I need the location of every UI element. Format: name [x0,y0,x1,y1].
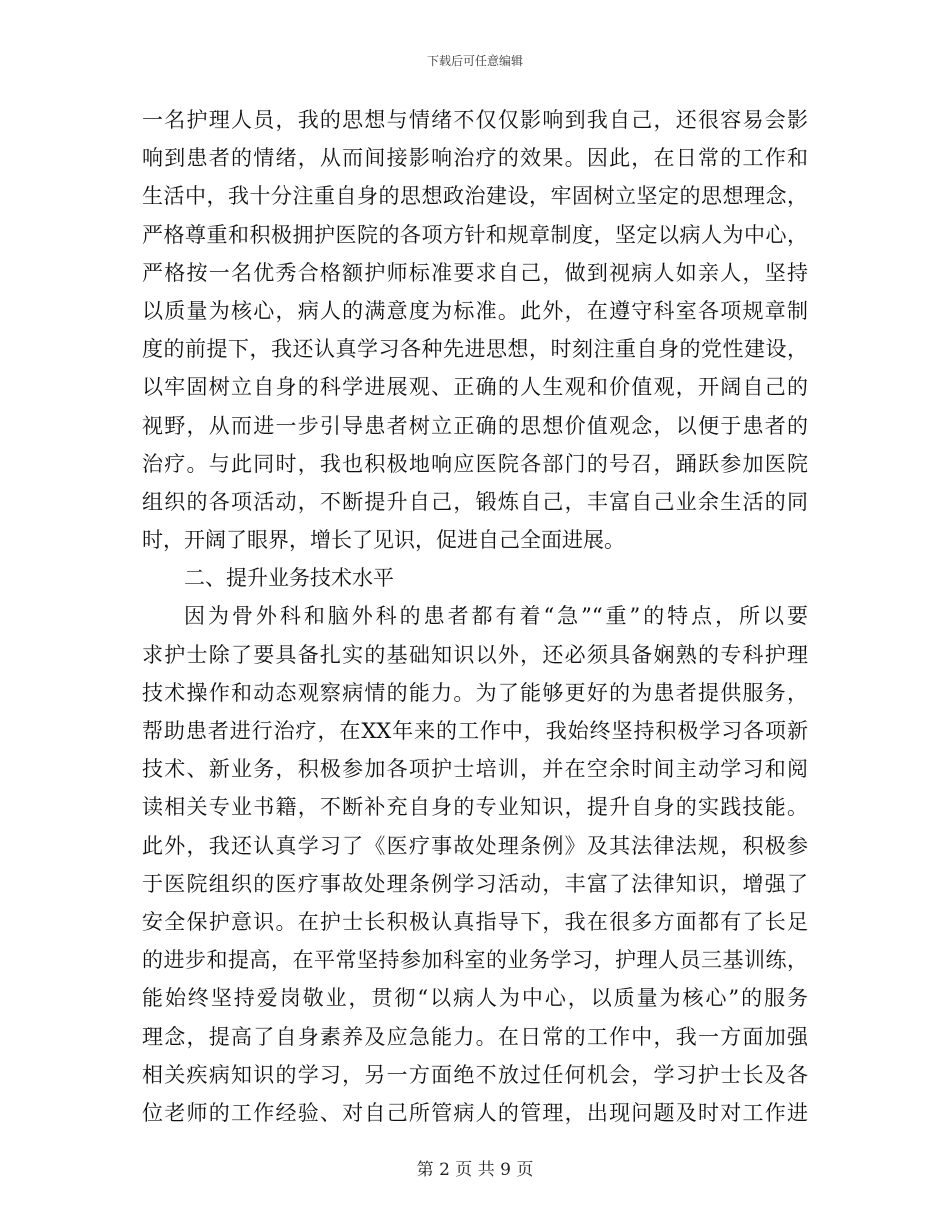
text-line: 位老师的工作经验、对自己所管病人的管理，出现问题及时对工作进 [142,1100,808,1125]
text-line: 相关疾病知识的学习，另一方面绝不放过任何机会，学习护士长及各 [142,1062,808,1087]
text-line: 此外，我还认真学习了《医疗事故处理条例》及其法律法规，积极参 [142,833,808,858]
text-line: 安全保护意识。在护士长积极认真指导下，我在很多方面都有了长足 [142,909,808,934]
text-line: 生活中，我十分注重自身的思想政治建设，牢固树立坚定的思想理念， [142,184,808,209]
text-line: 于医院组织的医疗事故处理条例学习活动，丰富了法律知识，增强了 [142,871,808,896]
text-line: 因为骨外科和脑外科的患者都有着“急”“重”的特点，所以要 [184,604,808,629]
text-line: 严格按一名优秀合格额护师标准要求自己，做到视病人如亲人，坚持 [142,260,808,285]
text-line: 技术操作和动态观察病情的能力。为了能够更好的为患者提供服务， [142,680,808,705]
page-header: 下载后可任意编辑 [426,54,523,68]
text-line: 以牢固树立自身的科学进展观、正确的人生观和价值观，开阔自己的 [142,375,808,400]
text-line: 帮助患者进行治疗，在XX年来的工作中，我始终坚持积极学习各项新 [142,719,808,743]
text-line: 响到患者的情绪，从而间接影响治疗的效果。因此，在日常的工作和 [142,146,808,171]
section-heading: 二、提升业务技术水平 [184,566,394,591]
text-line: 读相关专业书籍，不断补充自身的专业知识，提升自身的实践技能。 [142,795,808,820]
document-body [142,101,808,1132]
text-line: 时，开阔了眼界，增长了见识，促进自己全面进展。 [142,528,625,553]
text-line: 的进步和提高，在平常坚持参加科室的业务学习，护理人员三基训练， [142,948,808,973]
text-line: 以质量为核心，病人的满意度为标准。此外，在遵守科室各项规章制 [142,298,808,323]
text-line: 组织的各项活动，不断提升自己，锻炼自己，丰富自己业余生活的同 [142,489,808,514]
page-number-footer: 第 2 页 共 9 页 [416,1160,534,1180]
text-line: 一名护理人员，我的思想与情绪不仅仅影响到我自己，还很容易会影 [142,108,808,132]
text-line: 视野，从而进一步引导患者树立正确的思想价值观念，以便于患者的 [142,413,808,438]
text-line: 能始终坚持爱岗敬业，贯彻“以病人为中心，以质量为核心”的服务 [142,986,808,1011]
text-line: 治疗。与此同时，我也积极地响应医院各部门的号召，踊跃参加医院 [142,451,808,476]
text-line: 严格尊重和积极拥护医院的各项方针和规章制度，坚定以病人为中心， [142,222,808,247]
text-line: 度的前提下，我还认真学习各种先进思想，时刻注重自身的党性建设， [142,337,808,362]
text-line: 求护士除了要具备扎实的基础知识以外，还必须具备娴熟的专科护理 [142,642,808,667]
text-line: 理念，提高了自身素养及应急能力。在日常的工作中，我一方面加强 [142,1024,808,1049]
text-line: 技术、新业务，积极参加各项护士培训，并在空余时间主动学习和阅 [142,757,808,782]
